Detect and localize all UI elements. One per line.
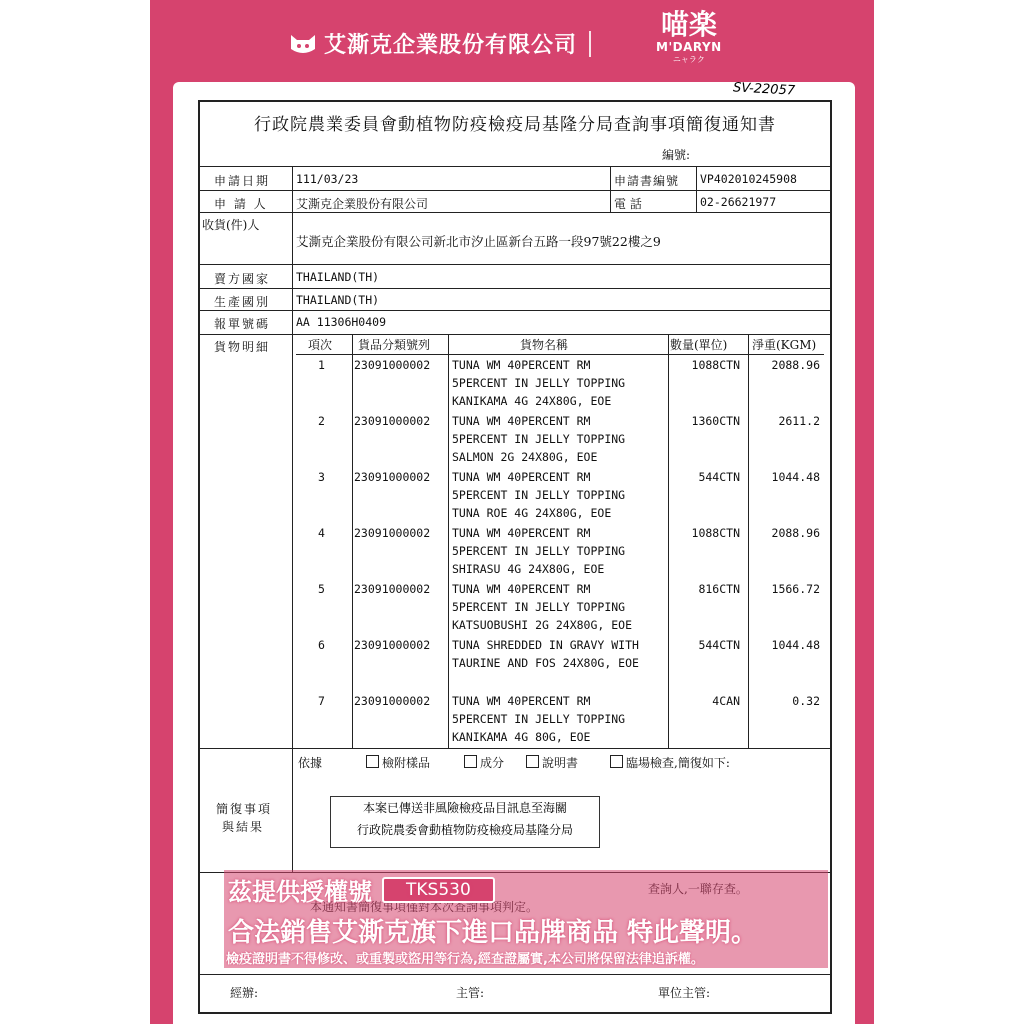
item-no: 7 [318, 694, 325, 708]
item-qty: 544CTN [698, 638, 740, 652]
supervisor-label: 主管: [456, 986, 485, 1000]
item-no: 5 [318, 582, 325, 596]
origin: THAILAND(TH) [296, 293, 380, 307]
apply-no-label: 申請書編號 [614, 174, 680, 188]
item-name-line-3: SHIRASU 4G 24X80G, EOE [452, 562, 605, 576]
col-weight: 淨重(KGM) [752, 338, 817, 352]
col-name: 貨物名稱 [520, 338, 569, 352]
checkbox-onsite [610, 755, 623, 768]
phone: 02-26621977 [700, 195, 777, 209]
item-name-line-1: TUNA WM 40PERCENT RM [452, 526, 591, 540]
basis-label: 依據 [298, 756, 323, 770]
item-code: 23091000002 [354, 582, 431, 596]
item-name-line-3: KANIKAMA 4G 80G, EOE [452, 730, 591, 744]
declaration: AA 11306H0409 [296, 315, 387, 329]
stamp-line-1: 本案已傳送非風險檢疫品目訊息至海關 [362, 801, 567, 815]
logo-cn: 喵楽 [660, 8, 717, 41]
item-qty: 816CTN [698, 582, 740, 596]
item-name-line-2: 5PERCENT IN JELLY TOPPING [452, 544, 626, 558]
header-divider [589, 31, 591, 57]
item-name-line-2: 5PERCENT IN JELLY TOPPING [452, 712, 626, 726]
logo-en: M'DARYN [656, 40, 722, 54]
handwritten-ref: SV-22057 [732, 80, 796, 99]
stamp-line-2: 行政院農委會動植物防疫檢疫局基隆分局 [356, 823, 573, 837]
item-no: 1 [318, 358, 325, 372]
check-ingredients: 成分 [464, 754, 504, 771]
col-no: 項次 [308, 338, 333, 352]
doc-title: 行政院農業委員會動植物防疫檢疫局基隆分局查詢事項簡復通知書 [254, 115, 776, 135]
overlay-warning: 檢疫證明書不得修改、或重製或盜用等行為,經查證屬實,本公司將保留法律追訴權。 [226, 952, 704, 967]
item-name-line-2: 5PERCENT IN JELLY TOPPING [452, 488, 626, 502]
item-code: 23091000002 [354, 526, 431, 540]
item-weight: 2611.2 [778, 414, 820, 428]
item-weight: 2088.96 [771, 526, 820, 540]
seller-country: THAILAND(TH) [296, 270, 380, 284]
item-no: 3 [318, 470, 325, 484]
cat-logo-icon [288, 31, 318, 57]
brand-logo [656, 10, 722, 65]
check-onsite: 臨場檢查,簡復如下: [610, 754, 730, 771]
item-code: 23091000002 [354, 358, 431, 372]
reply-label-1: 簡復事項 [216, 802, 273, 816]
overlay-line-2: 合法銷售艾澌克旗下進口品牌商品 特此聲明。 [228, 918, 758, 948]
item-qty: 1088CTN [691, 526, 740, 540]
consignee-label: 收貨(件)人 [202, 218, 260, 232]
item-name-line-2: 5PERCENT IN JELLY TOPPING [452, 600, 626, 614]
item-weight: 0.32 [792, 694, 820, 708]
clerk-label: 經辦: [230, 986, 259, 1000]
item-qty: 1088CTN [691, 358, 740, 372]
item-name-line-1: TUNA WM 40PERCENT RM [452, 582, 591, 596]
item-name-line-2: 5PERCENT IN JELLY TOPPING [452, 432, 626, 446]
item-name-line-3: TUNA ROE 4G 24X80G, EOE [452, 506, 612, 520]
check-manual: 說明書 [526, 754, 578, 771]
overlay-text-1: 茲提供授權號 [228, 878, 372, 906]
item-code: 23091000002 [354, 470, 431, 484]
item-name-line-1: TUNA WM 40PERCENT RM [452, 358, 591, 372]
quarantine-stamp [330, 796, 600, 848]
declaration-label: 報單號碼 [214, 317, 271, 331]
item-weight: 1566.72 [771, 582, 820, 596]
apply-date: 111/03/23 [296, 172, 359, 186]
item-weight: 1044.48 [771, 470, 820, 484]
origin-label: 生產國別 [214, 295, 271, 309]
item-name-line-1: TUNA WM 40PERCENT RM [452, 470, 591, 484]
seller-country-label: 賣方國家 [214, 272, 271, 286]
apply-no: VP402010245908 [700, 172, 797, 186]
company-banner [288, 28, 591, 59]
item-no: 4 [318, 526, 325, 540]
item-weight: 2088.96 [771, 358, 820, 372]
apply-date-label: 申請日期 [214, 174, 271, 188]
unit-supervisor-label: 單位主管: [658, 986, 711, 1000]
item-name-line-2: TAURINE AND FOS 24X80G, EOE [452, 656, 639, 670]
overlay-line-1 [228, 872, 952, 907]
item-qty: 4CAN [712, 694, 740, 708]
logo-jp: ニャラク [672, 55, 705, 64]
goods-label: 貨物明細 [214, 340, 271, 354]
company-name: 艾澌克企業股份有限公司 [324, 33, 578, 58]
item-qty: 544CTN [698, 470, 740, 484]
goods-table [296, 334, 826, 748]
item-qty: 1360CTN [691, 414, 740, 428]
number-label: 編號: [662, 148, 691, 162]
item-code: 23091000002 [354, 638, 431, 652]
check-sample: 檢附樣品 [366, 754, 430, 771]
col-code: 貨品分類號列 [358, 338, 431, 352]
phone-label: 電 話 [614, 197, 642, 211]
checkbox-sample [366, 755, 379, 768]
item-no: 2 [318, 414, 325, 428]
item-weight: 1044.48 [771, 638, 820, 652]
checkbox-manual [526, 755, 539, 768]
checkbox-ingredients [464, 755, 477, 768]
item-name-line-2: 5PERCENT IN JELLY TOPPING [452, 376, 626, 390]
item-code: 23091000002 [354, 694, 431, 708]
item-name-line-1: TUNA WM 40PERCENT RM [452, 694, 591, 708]
applicant: 艾澌克企業股份有限公司 [296, 197, 429, 211]
item-name-line-1: TUNA WM 40PERCENT RM [452, 414, 591, 428]
item-code: 23091000002 [354, 414, 431, 428]
item-name-line-3: SALMON 2G 24X80G, EOE [452, 450, 598, 464]
item-no: 6 [318, 638, 325, 652]
item-name-line-3: KANIKAMA 4G 24X80G, EOE [452, 394, 612, 408]
item-name-line-1: TUNA SHREDDED IN GRAVY WITH [452, 638, 639, 652]
reply-label-2: 與結果 [222, 820, 265, 834]
applicant-label: 申 請 人 [214, 197, 268, 211]
col-qty: 數量(單位) [670, 338, 728, 352]
auth-code-badge: TKS530 [382, 877, 495, 903]
consignee: 艾澌克企業股份有限公司新北市汐止區新台五路一段97號22樓之9 [296, 234, 661, 249]
item-name-line-3: KATSUOBUSHI 2G 24X80G, EOE [452, 618, 633, 632]
